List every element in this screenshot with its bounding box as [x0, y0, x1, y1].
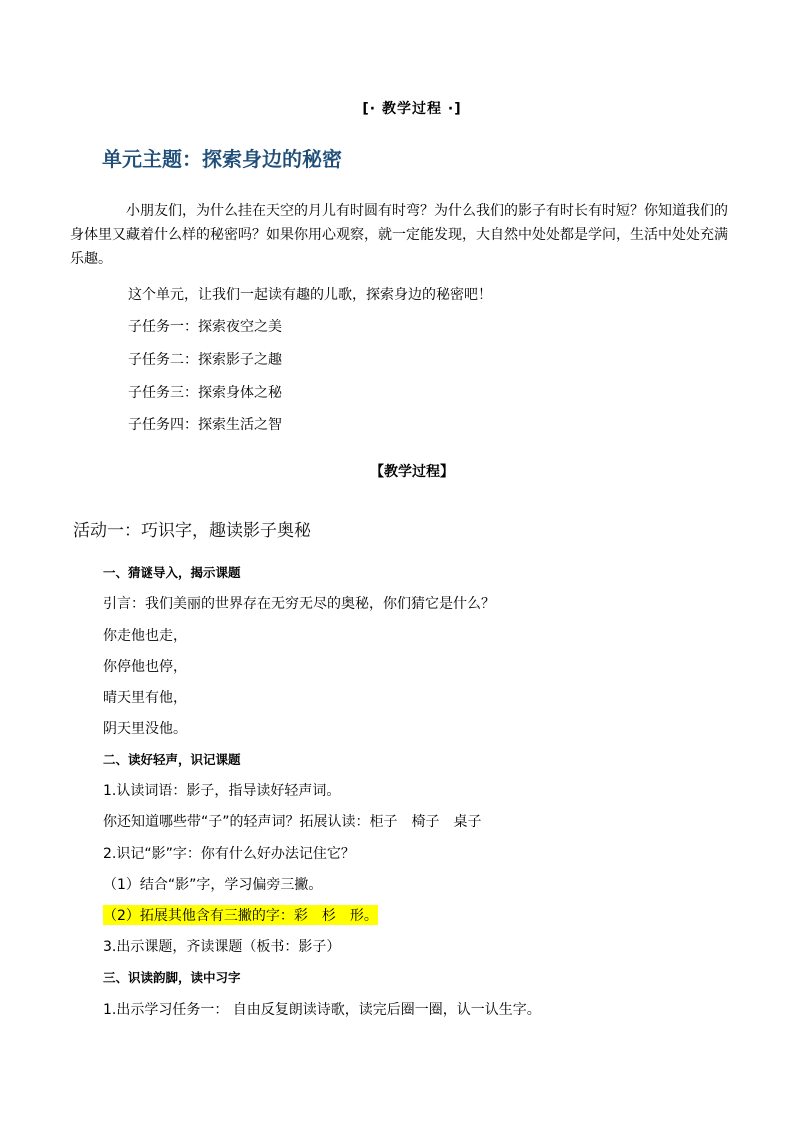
- step2-heading: 二、读好轻声，识记课题: [103, 752, 241, 767]
- task-item: 子任务二：探索影子之趣: [128, 352, 282, 368]
- task-item: 子任务三：探索身体之秘: [128, 385, 282, 401]
- step3-heading: 三、识读韵脚，读中习字: [103, 970, 241, 985]
- riddle-line: 阴天里没他。: [103, 721, 187, 737]
- step3-item: 1.出示学习任务一： 自由反复朗读诗歌，读完后圈一圈，认一认生字。: [103, 1002, 541, 1018]
- intro-paragraph: 小朋友们，为什么挂在天空的月儿有时圆有时弯？为什么我们的影子有时长有时短？你知道我们的身体里又藏着什么样的秘密吗？如果你用心观察，就一定能发现，大自然中处处都是学问，生活中处处充满乐趣。: [70, 203, 728, 267]
- task-item: 子任务四：探索生活之智: [128, 417, 282, 433]
- step1-heading: 一、猜谜导入，揭示课题: [103, 565, 241, 580]
- header-title: [· 教学过程 ·]: [362, 101, 462, 117]
- unit-title: 单元主题：探索身边的秘密: [102, 147, 342, 171]
- task-item: 子任务一：探索夜空之美: [128, 319, 282, 335]
- process-title: 【教学过程】: [370, 464, 454, 480]
- step2-item: 你还知道哪些带“子”的轻声词？拓展认读：柜子 椅子 桌子: [103, 814, 482, 830]
- step2-item-highlighted: （2）拓展其他含有三撇的字：彩 杉 形。: [103, 905, 378, 925]
- intro-call: 这个单元，让我们一起读有趣的儿歌，探索身边的秘密吧！: [128, 287, 492, 303]
- riddle-line: 你停他也停，: [103, 659, 187, 675]
- step2-item: 2.识记“影”字：你有什么好办法记住它？: [103, 846, 355, 862]
- riddle-line: 你走他也走，: [103, 628, 187, 644]
- riddle-line: 晴天里有他，: [103, 690, 187, 706]
- step2-item: 3.出示课题，齐读课题（板书：影子）: [103, 939, 341, 955]
- step2-item: 1.认读词语：影子，指导读好轻声词。: [103, 783, 341, 799]
- activity-title: 活动一：巧识字，趣读影子奥秘: [73, 521, 311, 541]
- step1-lead: 引言：我们美丽的世界存在无穷无尽的奥秘，你们猜它是什么？: [103, 596, 495, 612]
- step2-item: （1）结合“影”字，学习偏旁三撇。: [103, 877, 323, 893]
